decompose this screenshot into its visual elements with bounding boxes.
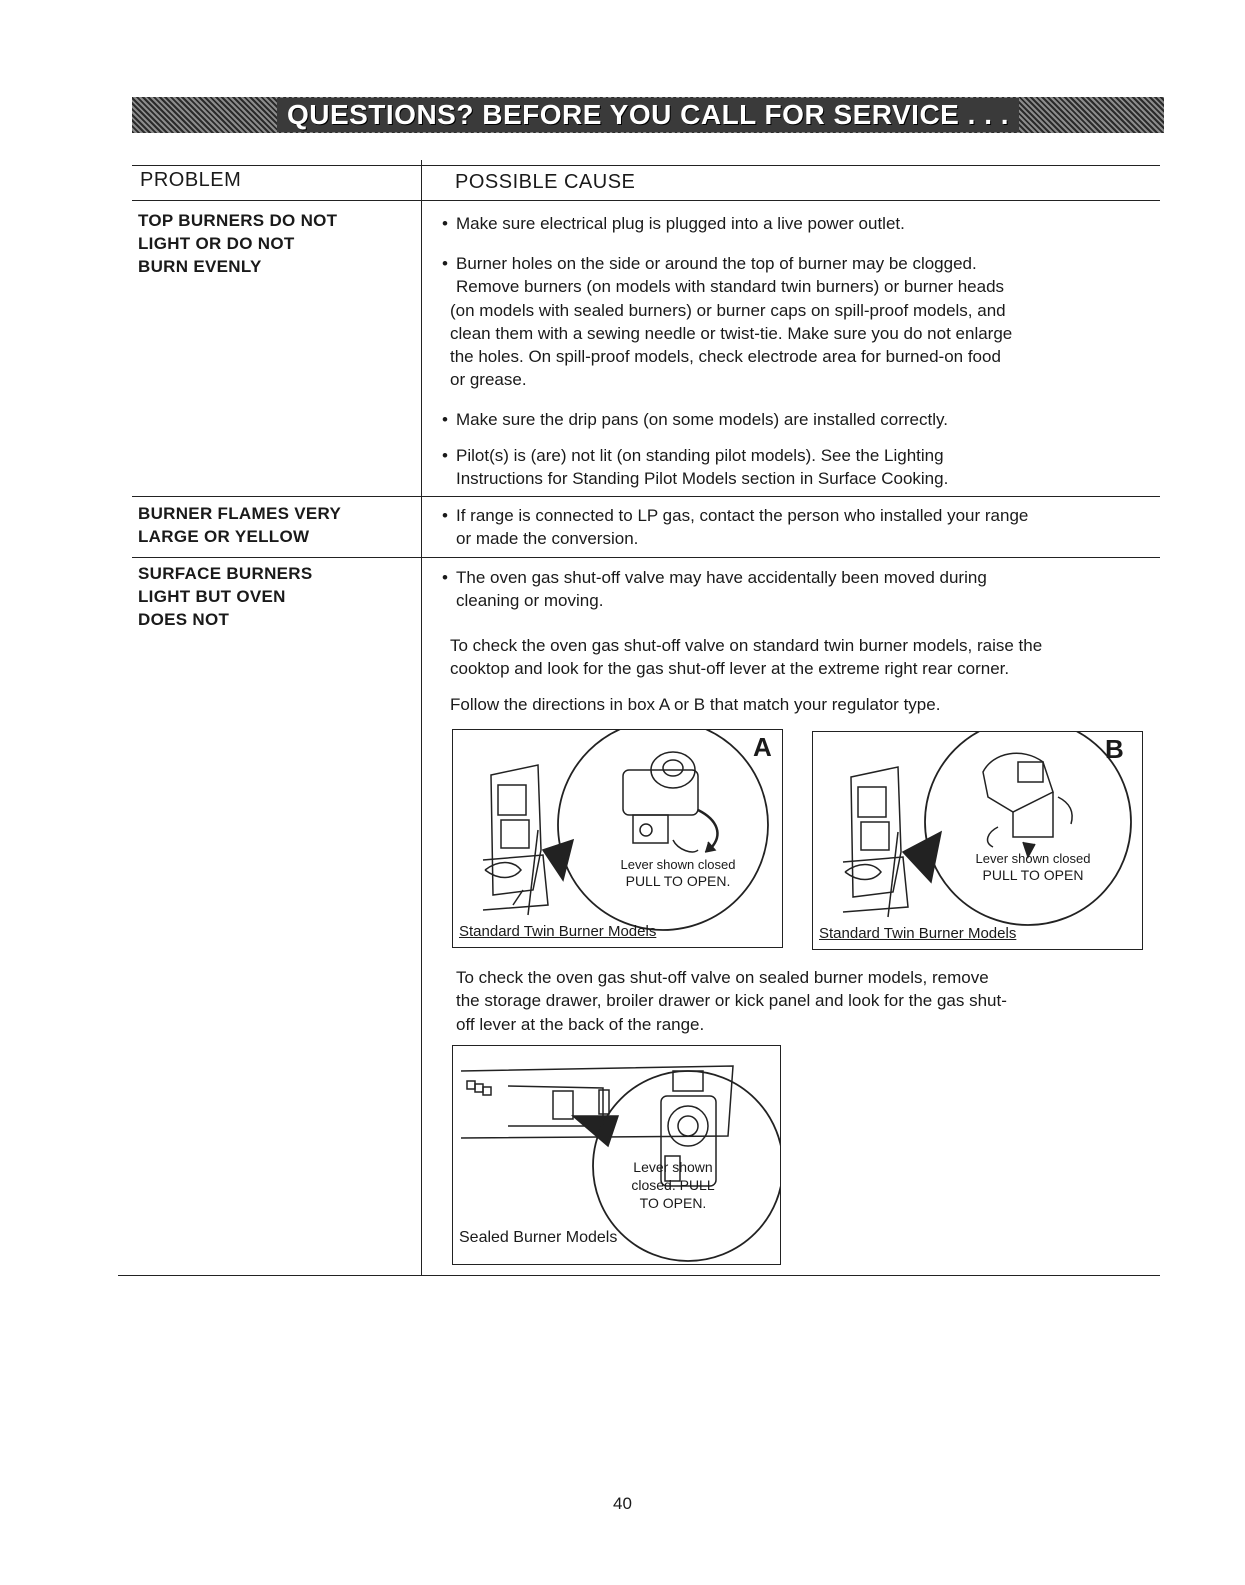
figure-c-caption: Sealed Burner Models: [459, 1229, 618, 1246]
table-bottom-rule: [118, 1275, 1160, 1276]
figure-a-illustration: [453, 730, 782, 947]
table-top-rule: [132, 165, 1160, 166]
bullet: •: [442, 506, 448, 525]
bullet: •: [442, 254, 448, 273]
problem-row1: TOP BURNERS DO NOT LIGHT OR DO NOT BURN EVENLY: [138, 211, 338, 276]
banner-title: QUESTIONS? BEFORE YOU CALL FOR SERVICE . . .: [277, 98, 1019, 132]
row2-rule: [132, 557, 1160, 558]
bullet: •: [442, 446, 448, 465]
figure-a-letter: A: [753, 732, 772, 762]
figure-c-lever-text: Lever shown closed. PULL TO OPEN.: [631, 1159, 715, 1211]
cause-row1-bullet2: • Burner holes on the side or around the top of burner may be clogged. Remove burners (on models with standard twin burners) or burner heads (on models with sealed burners) or burner caps on spill-proof models, and clean them with a sewing needle or twist-tie. Make sure you do not enlarge the holes. On spill-proof models, check electrode area for burned-on food or grease.: [442, 254, 1013, 390]
cause-column-header: POSSIBLE CAUSE: [455, 171, 636, 193]
problem-row3: SURFACE BURNERS LIGHT BUT OVEN DOES NOT: [138, 564, 313, 629]
page-number: 40: [613, 1494, 632, 1513]
cause-row1-bullet1: • Make sure electrical plug is plugged into a live power outlet.: [450, 212, 1140, 235]
figure-a-caption: Standard Twin Burner Models: [459, 923, 657, 940]
problem-column-header: PROBLEM: [140, 169, 242, 191]
cause-row1-bullet4: • Pilot(s) is (are) not lit (on standing pilot models). See the Lighting Instructions for Standing Pilot Models section in Surface Cooking.: [442, 446, 949, 489]
cause-row3-para1: To check the oven gas shut-off valve on standard twin burner models, raise the cooktop and look for the gas shut-off lever at the extreme right rear corner.: [450, 636, 1043, 679]
problem-row2: BURNER FLAMES VERY LARGE OR YELLOW: [138, 504, 342, 546]
figure-b-caption: Standard Twin Burner Models: [819, 925, 1017, 942]
column-divider: [421, 160, 422, 1275]
cause-row1-bullet3: • Make sure the drip pans (on some models) are installed correctly.: [450, 408, 1140, 431]
bullet: •: [442, 214, 448, 233]
figure-b-illustration: [813, 732, 1142, 949]
figure-b-lever-text: Lever shown closed PULL TO OPEN: [975, 851, 1091, 883]
figure-c-box: [452, 1045, 781, 1265]
cause-row3-para3: To check the oven gas shut-off valve on sealed burner models, remove the storage drawer, broiler drawer or kick panel and look for the gas shut- off lever at the back of the range.: [456, 968, 1007, 1034]
figure-a-box: [452, 729, 783, 948]
row1-rule: [132, 496, 1160, 497]
header-rule: [132, 200, 1160, 201]
figure-a-lever-text: Lever shown closed PULL TO OPEN.: [620, 857, 736, 889]
cause-row2-bullet1: • If range is connected to LP gas, contact the person who installed your range or made the conversion.: [442, 506, 1029, 549]
cause-row3-para2: Follow the directions in box A or B that match your regulator type.: [450, 695, 941, 714]
figure-b-letter: B: [1105, 734, 1124, 764]
cause-row3-bullet: • The oven gas shut-off valve may have accidentally been moved during cleaning or moving.: [442, 568, 987, 611]
section-banner: [132, 97, 1164, 133]
figure-b-box: [812, 731, 1143, 950]
bullet: •: [442, 568, 448, 587]
bullet: •: [442, 410, 448, 429]
